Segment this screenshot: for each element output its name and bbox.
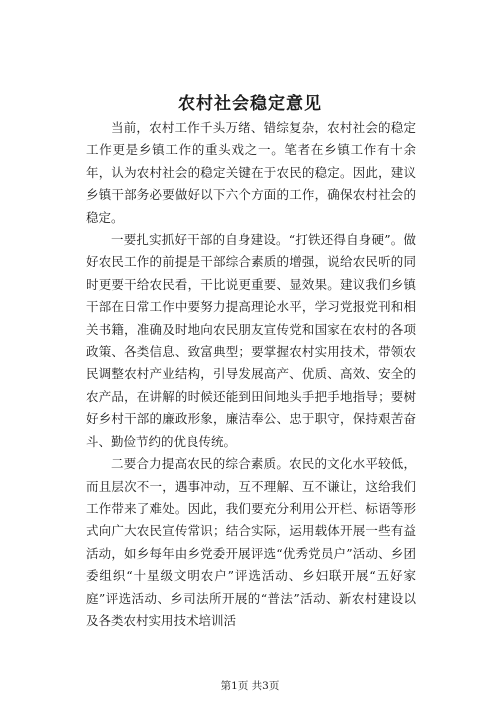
page-number-footer: 第1页 共3页 (220, 680, 280, 692)
document-body (86, 117, 416, 632)
paragraph-two: 二要合力提高农民的综合素质。农民的文化水平较低，而且层次不一，遇事冲动，互不理解、互不谦让，这给我们工作带来了难处。因此，我们要充分利用公开栏、标语等形式向广大农民宣传常识；结合实际，运用载体开展一些有益活动，如乡每年由乡党委开展评选“优秀党员户”活动、乡团委组织“十星级文明农户”评选活动、乡妇联开展“五好家庭”评选活动、乡司法所开展的“普法”活动、新农村建设以及各类农村实用技术培训活 (86, 456, 416, 628)
paragraph-intro: 当前，农村工作千头万绪、错综复杂，农村社会的稳定工作更是乡镇工作的重头戏之一。笔者在乡镇工作有十余年，认为农村社会的稳定关键在于农民的稳定。因此，建议乡镇干部务必要做好以下六个方面的工作，确保农村社会的稳定。 (86, 120, 416, 225)
document-title: 农村社会稳定意见 (178, 94, 322, 114)
paragraph-one: 一要扎实抓好干部的自身建设。“打铁还得自身硬”。做好农民工作的前提是干部综合素质的增强，说给农民听的同时更要干给农民看，干比说更重要、显效果。建议我们乡镇干部在日常工作中要努力提高理论水平，学习党报党刊和相关书籍，准确及时地向农民朋友宣传党和国家在农村的各项政策、各类信息、致富典型；要掌握农村实用技术，带领农民调整农村产业结构，引导发展高产、优质、高效、安全的农产品，在讲解的时候还能到田间地头手把手地指导；要树好乡村干部的廉政形象，廉洁奉公、忠于职守，保持艰苦奋斗、勤俭节约的优良传统。 (86, 232, 416, 449)
